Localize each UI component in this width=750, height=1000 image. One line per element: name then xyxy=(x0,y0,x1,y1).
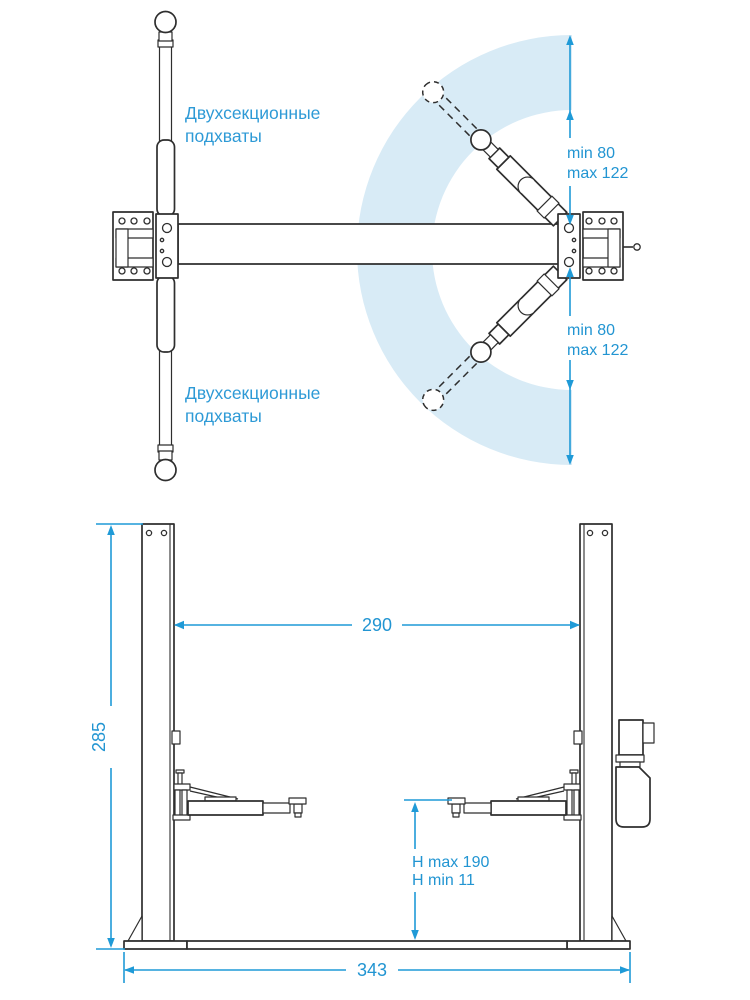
power-unit xyxy=(616,720,654,827)
right-lift-arm xyxy=(448,770,581,820)
dim-base-width-value: 343 xyxy=(356,960,388,980)
dim-inner-width xyxy=(174,615,580,635)
dim-column-height-value: 285 xyxy=(89,721,109,753)
left-lift-arm xyxy=(173,770,306,820)
base-plate xyxy=(187,941,567,949)
right-base-plate-assembly xyxy=(558,212,623,280)
swing-dim-bottom xyxy=(566,267,628,465)
motor-junction-box xyxy=(643,723,654,743)
motor xyxy=(619,720,643,755)
dim-base-width xyxy=(124,952,630,983)
upper-folded-arm xyxy=(155,12,176,217)
dim-inner-width-value: 290 xyxy=(361,615,393,635)
top-view xyxy=(113,12,640,481)
front-view xyxy=(89,524,654,983)
dim-column-height xyxy=(89,524,143,949)
dim-lift-height xyxy=(404,800,489,940)
lower-folded-arm xyxy=(155,276,176,481)
swing-dim-top-line2: max 122 xyxy=(567,165,629,182)
dim-lift-height-line2: H min 11 xyxy=(412,872,475,889)
dim-lift-height-line1: H max 190 xyxy=(412,854,490,871)
hydraulic-tank xyxy=(616,767,650,827)
lock-release-pin xyxy=(623,244,640,250)
swing-dim-bottom-line1: min 80 xyxy=(567,322,616,339)
crossbeam xyxy=(178,224,560,264)
pickup-label-top-line2: подхваты xyxy=(185,126,262,146)
pickup-label-top-line1: Двухсекционные xyxy=(185,103,321,123)
swing-dim-top-line1: min 80 xyxy=(567,145,616,162)
swing-dim-bottom-line2: max 122 xyxy=(567,342,629,359)
left-post-assembly xyxy=(124,524,187,949)
pickup-label-bottom-line2: подхваты xyxy=(185,406,262,426)
left-base-plate-assembly xyxy=(113,212,178,280)
pickup-label-bottom-line1: Двухсекционные xyxy=(185,383,321,403)
swing-dim-top xyxy=(566,35,628,225)
